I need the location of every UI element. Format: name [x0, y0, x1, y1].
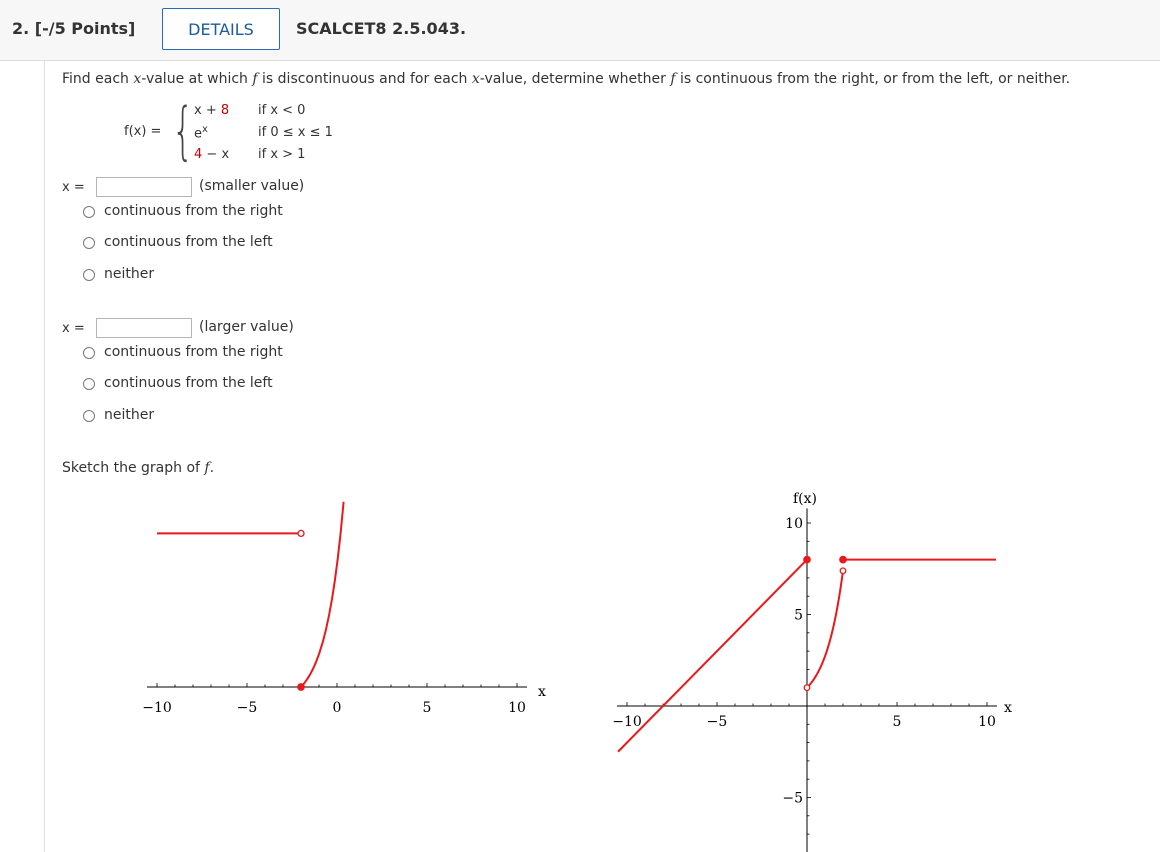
open-point: [804, 685, 810, 691]
radio-continuous-left-2[interactable]: [83, 378, 95, 390]
brace-icon: {: [172, 94, 194, 167]
option-label: neither: [104, 407, 155, 423]
y-tick-label: 10: [785, 516, 803, 532]
option-label: continuous from the left: [104, 375, 273, 391]
x-tick-label: −5: [706, 714, 728, 730]
closed-point: [804, 556, 810, 562]
x-tick-label: 5: [422, 700, 432, 716]
y-axis-label: f(x): [792, 491, 818, 507]
open-point: [840, 568, 846, 574]
x-equals-label: x =: [62, 321, 85, 336]
sketch-prompt: Sketch the graph of f.: [62, 460, 215, 476]
piece-1-condition: if x < 0: [258, 103, 306, 118]
option-label: continuous from the right: [104, 344, 283, 360]
graph-option-1[interactable]: [120, 490, 560, 730]
piece-3-expr: 4 − x: [194, 147, 230, 162]
question-prompt: Find each x-value at which f is discontinuous and for each x-value, determine whether f is continuous from the right, or from the left, or neither.: [62, 71, 1071, 87]
question-number: 2. [-/5 Points]: [12, 19, 136, 38]
x-tick-label: −10: [612, 714, 642, 730]
y-tick-label: 5: [794, 607, 803, 624]
radio-continuous-right-2[interactable]: [83, 347, 95, 359]
y-tick-label: −5: [782, 790, 803, 807]
x-equals-label: x =: [62, 180, 85, 195]
closed-point: [840, 556, 846, 562]
course-code: SCALCET8 2.5.043.: [296, 19, 467, 38]
x-tick-label: −5: [236, 700, 258, 716]
radio-neither-1[interactable]: [83, 269, 95, 281]
piece-1-expr: x + 8: [194, 103, 230, 118]
x-axis-label: x: [1004, 700, 1012, 716]
x-tick-label: −10: [142, 700, 172, 716]
piece-3-condition: if x > 1: [258, 147, 306, 162]
function-lhs: f(x) =: [124, 124, 162, 139]
x-tick-label: 0: [332, 700, 342, 716]
radio-continuous-left-1[interactable]: [83, 237, 95, 249]
x-tick-label: 10: [978, 714, 996, 730]
radio-neither-2[interactable]: [83, 410, 95, 422]
larger-value-hint: (larger value): [199, 319, 294, 335]
graph-option-2[interactable]: [600, 480, 1040, 852]
radio-continuous-right-1[interactable]: [83, 206, 95, 218]
curve-exponential: [807, 571, 843, 688]
left-border: [44, 61, 45, 852]
curve-exponential: [301, 502, 344, 687]
details-button[interactable]: DETAILS: [162, 8, 280, 50]
option-label: neither: [104, 266, 155, 282]
x-tick-label: 5: [892, 714, 902, 730]
question-header: [0, 0, 1160, 61]
larger-x-input[interactable]: [96, 318, 192, 338]
option-label: continuous from the right: [104, 203, 283, 219]
x-tick-label: 10: [508, 700, 526, 716]
x-axis-label: x: [538, 684, 546, 700]
option-label: continuous from the left: [104, 234, 273, 250]
smaller-value-hint: (smaller value): [199, 178, 305, 194]
piece-2-expr: $e^x$: [194, 124, 208, 142]
closed-point: [298, 684, 304, 690]
open-point: [298, 530, 304, 536]
piece-2-condition: if 0 ≤ x ≤ 1: [258, 125, 333, 140]
smaller-x-input[interactable]: [96, 177, 192, 197]
